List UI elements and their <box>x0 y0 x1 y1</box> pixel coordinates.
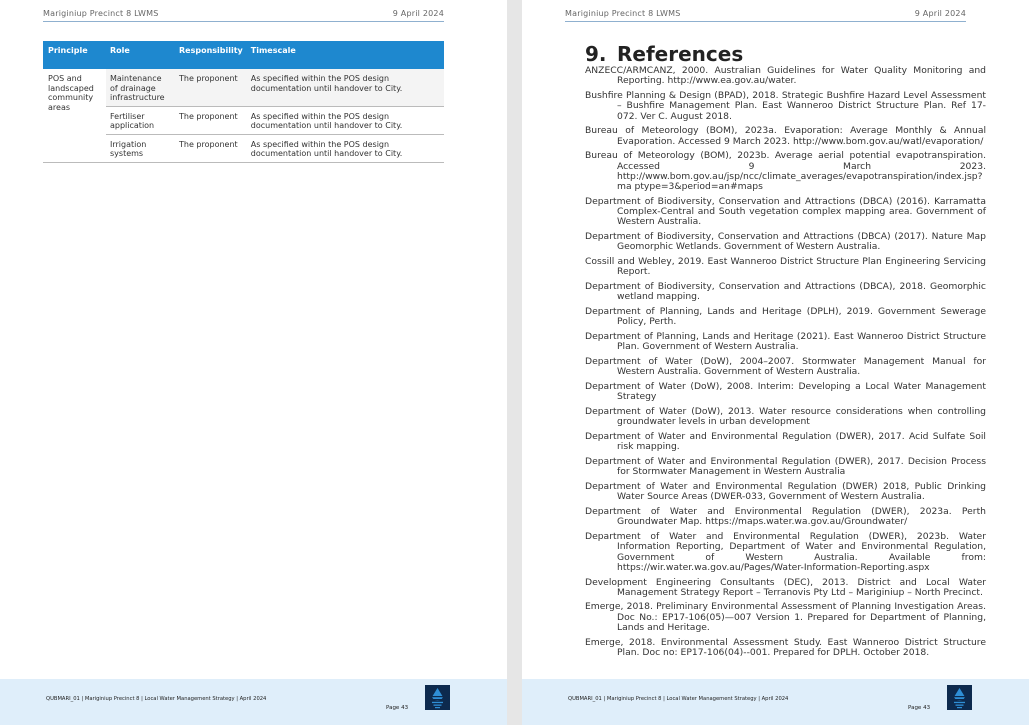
section-heading <box>585 42 743 66</box>
reference-entry: ANZECC/ARMCANZ, 2000. Australian Guidelines for Water Quality Monitoring and Reporting. http://www.ea.gov.au/water. <box>585 65 986 87</box>
reference-entry: Development Engineering Consultants (DEC), 2013. District and Local Water Management Strategy Report – Terranovis Pty Ltd – Mariginiup – North Precinct. <box>585 576 986 598</box>
table-row <box>43 69 444 106</box>
page-footer <box>0 679 507 725</box>
footer-text: QUBMARI_01 | Mariginiup Precinct 8 | Local Water Management Strategy | April 2024 <box>568 696 789 702</box>
responsibility-cell: The proponent <box>175 134 247 162</box>
reference-entry: Bushfire Planning & Design (BPAD), 2018. Strategic Bushfire Hazard Level Assessment – Bushfire Management Plan. East Wanneroo District Structure Plan. Ref 17-072. Ver C. August 2018. <box>585 89 986 122</box>
company-logo-icon <box>425 685 450 710</box>
header-title: Mariginiup Precinct 8 LWMS <box>565 9 681 18</box>
reference-entry: Department of Water and Environmental Regulation (DWER), 2017. Acid Sulfate Soil risk mapping. <box>585 430 986 453</box>
reference-entry: Department of Biodiversity, Conservation and Attractions (DBCA) (2017). Nature Map Geomorphic Wetlands. Government of Western Australia. <box>585 231 986 253</box>
column-header-principle: Principle <box>43 41 106 69</box>
reference-entry: Emerge, 2018. Preliminary Environmental Assessment of Planning Investigation Areas. Doc No.: EP17-106(05)—007 Version 1. Prepared for Department of Planning, Lands and Heritage. <box>585 601 986 634</box>
page-header <box>565 9 966 22</box>
references-list <box>585 66 986 663</box>
reference-entry: Department of Planning, Lands and Heritage (2021). East Wanneroo District Structure Plan. Government of Western Australia. <box>585 331 986 353</box>
column-header-responsibility: Responsibility <box>175 41 247 69</box>
header-title: Mariginiup Precinct 8 LWMS <box>43 9 159 18</box>
reference-entry: Department of Water and Environmental Regulation (DWER), 2023b. Water Information Reporting, Department of Water and Environmental Regulation, Government of Western Australia. Available from: https://wir.water.wa.gov.au/Pages/Water-Information-Reporting.aspx <box>585 530 986 573</box>
reference-entry: Department of Planning, Lands and Heritage (DPLH), 2019. Government Sewerage Policy, Perth. <box>585 306 986 328</box>
reference-entry: Department of Water and Environmental Regulation (DWER), 2017. Decision Process for Stormwater Management in Western Australia <box>585 455 986 478</box>
timescale-cell: As specified within the POS design documentation until handover to City. <box>247 106 444 134</box>
reference-entry: Department of Water and Environmental Regulation (DWER) 2018, Public Drinking Water Source Areas (DWER-033, Government of Western Australia. <box>585 480 986 503</box>
reference-entry: Department of Biodiversity, Conservation and Attractions (DBCA), 2018. Geomorphic wetland mapping. <box>585 281 986 303</box>
section-number: 9. <box>585 42 607 66</box>
responsibility-cell: The proponent <box>175 106 247 134</box>
header-date: 9 April 2024 <box>392 9 444 18</box>
reference-entry: Emerge, 2018. Environmental Assessment Study. East Wanneroo District Structure Plan. Doc no: EP17-106(04)--001. Prepared for DPLH. October 2018. <box>585 636 986 659</box>
responsibility-cell: The proponent <box>175 69 247 106</box>
reference-entry: Department of Water (DoW), 2008. Interim: Developing a Local Water Management Strategy <box>585 381 986 403</box>
reference-entry: Bureau of Meteorology (BOM), 2023b. Average aerial potential evapotranspiration. Accessed 9 March 2023. http://www.bom.gov.au/jsp/ncc/climate_averages/evapotranspiration/index.jsp?ma ptype=3&period=an#maps <box>585 150 986 193</box>
page-number: Page 43 <box>386 705 409 711</box>
page-header <box>43 9 444 22</box>
column-header-role: Role <box>106 41 175 69</box>
page-number: Page 43 <box>908 705 931 711</box>
role-cell: Maintenance of drainage infrastructure <box>106 69 175 106</box>
reference-entry: Department of Water and Environmental Regulation (DWER), 2023a. Perth Groundwater Map. https://maps.water.wa.gov.au/Groundwater/ <box>585 505 986 528</box>
company-logo-icon <box>947 685 972 710</box>
principle-cell: POS and landscaped community areas <box>43 69 106 162</box>
header-date: 9 April 2024 <box>914 9 966 18</box>
document-page-left <box>0 0 507 725</box>
column-header-timescale: Timescale <box>247 41 444 69</box>
timescale-cell: As specified within the POS design documentation until handover to City. <box>247 134 444 162</box>
reference-entry: Department of Water (DoW), 2004–2007. Stormwater Management Manual for Western Australia. Government of Western Australia. <box>585 356 986 378</box>
document-page-right <box>522 0 1029 725</box>
reference-entry: Department of Water (DoW), 2013. Water resource considerations when controlling groundwater levels in urban development <box>585 406 986 428</box>
footer-text: QUBMARI_01 | Mariginiup Precinct 8 | Local Water Management Strategy | April 2024 <box>46 696 267 702</box>
role-cell: Fertiliser application <box>106 106 175 134</box>
section-title: References <box>617 42 744 66</box>
timescale-cell: As specified within the POS design documentation until handover to City. <box>247 69 444 106</box>
responsibility-table <box>43 41 444 163</box>
page-footer <box>522 679 1029 725</box>
table-header-row <box>43 41 444 69</box>
reference-entry: Bureau of Meteorology (BOM), 2023a. Evaporation: Average Monthly & Annual Evaporation. Accessed 9 March 2023. http://www.bom.gov.au/watl/evaporation/ <box>585 125 986 147</box>
reference-entry: Department of Biodiversity, Conservation and Attractions (DBCA) (2016). Karramatta Complex-Central and South vegetation complex mapping area. Government of Western Australia. <box>585 195 986 228</box>
role-cell: Irrigation systems <box>106 134 175 162</box>
reference-entry: Cossill and Webley, 2019. East Wanneroo District Structure Plan Engineering Servicing Report. <box>585 256 986 278</box>
